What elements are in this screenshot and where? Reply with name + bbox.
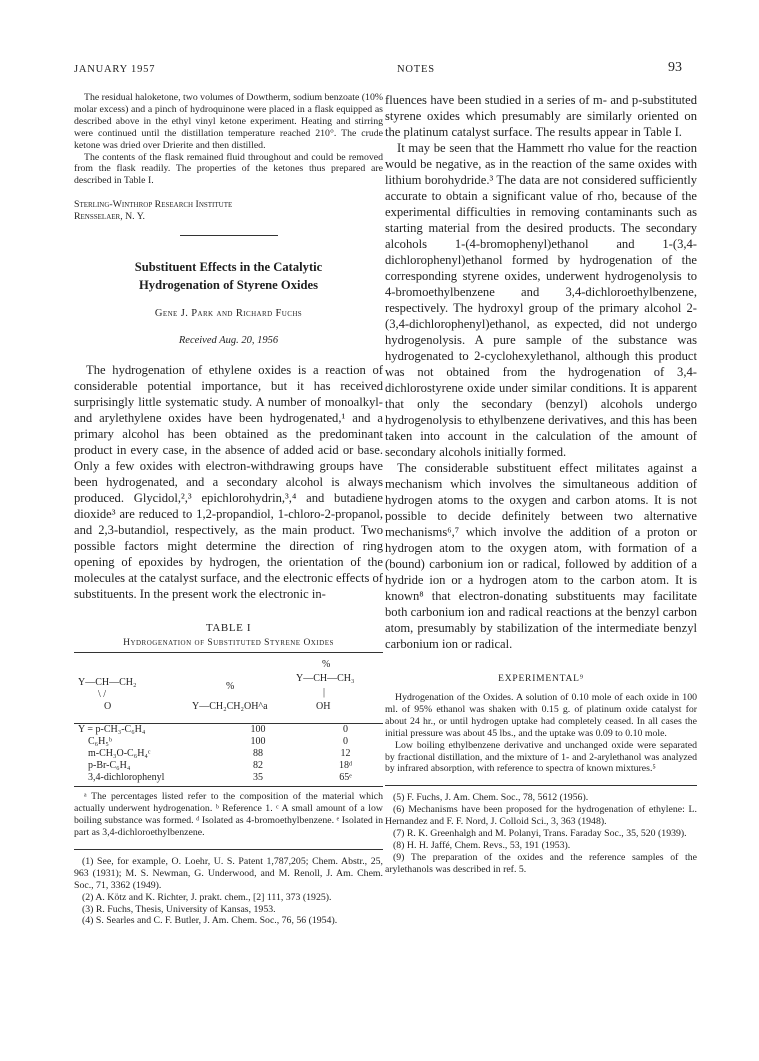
substituent-cell: m-CH₃O-C₆H₄ᶜ (88, 748, 151, 760)
section-divider (180, 235, 278, 236)
footnote: (8) H. H. Jaffé, Chem. Revs., 53, 191 (1953). (393, 839, 571, 851)
substituent-cell: p-Br-C₆H₄ (88, 760, 131, 772)
experimental-paragraph: Low boiling ethylbenzene derivative and unchanged oxide were separated by fractional distillation, and the mixture of 1- and 2-arylethanol was analyzed by infrared absorption, with reference to spectra of known mixtures.⁵ (385, 739, 697, 775)
table-structure-header (74, 659, 383, 723)
right-column (385, 92, 697, 876)
epoxide-oxygen: O (104, 701, 112, 713)
primary-percent-cell: 82 (253, 760, 263, 772)
running-head-date: JANUARY 1957 (74, 64, 156, 75)
received-date: Received Aug. 20, 1956 (178, 335, 279, 347)
footnote-rule (385, 785, 697, 786)
table-caption: Hydrogenation of Substituted Styrene Oxides (123, 638, 334, 649)
table-footnote: ᵃ The percentages listed refer to the composition of the material which actually underwent hydrogenation. ᵇ Reference 1. ᶜ A small amount of a low boiling substance was formed. ᵈ Isolated as 4-bromoethylbenzene. ᵉ Isolated in part as 3,4-dichloroethylbenzene. (74, 791, 383, 838)
body-paragraph: The hydrogenation of ethylene oxides is a reaction of considerable potential importance, but it has received surprisingly little systematic study. A number of monoalkyl- and arylethylene oxides have been hydrogenated,¹ and a primary alcohol has been obtained as the predominant product in every case, in the absence of added acid or base. Only a few oxides with electron-withdrawing groups have been hydrogenated, and a secondary alcohol is always produced. Glycidol,²,³ epichlorohydrin,³,⁴ and butadiene dioxide³ are reduced to 1,2-propandiol, 1-chloro-2-propanol, and 2,3-butandiol, respectively, as the main product. Two possible factors might determine the direction of ring opening of epoxides by hydrogen, the orientation of the molecules at the catalyst surface, and the electronic effects of substituents. In the present work the electronic in- (74, 363, 383, 602)
affiliation-location: Rensselaer, N. Y. (74, 211, 145, 223)
secondary-percent-cell: 0 (343, 724, 348, 736)
secondary-percent-cell: 18ᵈ (338, 760, 353, 772)
body-paragraph: fluences have been studied in a series of m- and p-substituted styrene oxides which presumably are similarly oriented on the platinum catalyst surface. The results appear in Table I. (385, 93, 697, 139)
left-column (74, 92, 383, 927)
table-row (74, 736, 383, 748)
article-title-line: Substituent Effects in the Catalytic (134, 260, 323, 275)
substituent-cell: Y = p-CH₃-C₆H₄ (78, 724, 146, 736)
affiliation (74, 199, 383, 223)
secondary-alcohol-oh: OH (316, 701, 331, 713)
footnote: (4) S. Searles and C. F. Butler, J. Am. Chem. Soc., 76, 56 (1954). (82, 915, 338, 927)
table-row (74, 760, 383, 772)
footnote: (3) R. Fuchs, Thesis, University of Kansas, 1953. (82, 903, 276, 915)
body-paragraph: It may be seen that the Hammett rho value for the reaction would be negative, as in the reaction of the same oxides with lithium borohydride.³ The data are not considered sufficiently accurate to obtain a significant value of rho, because of the experimental difficulties in removing contaminants such as starting material from the desired products. The secondary alcohols 1-(4-bromophenyl)ethanol and 1-(3,4-dichlorophenyl)ethanol formed by hydrogenation of the corresponding styrene oxides, underwent hydrogenolysis to 4-bromoethylbenzene and 3,4-dichloroethylbenzene, respectively. The hydroxyl group of the primary alcohol 2-(3,4-dichlorophenyl)ethanol, as expected, did not undergo hydrogenolysis. A pure sample of the substance was hydrogenated to 2-cyclohexylethanol, although this product was not obtained from the hydrogenation of 3,4-dichlorostyrene oxide under similar conditions. It is apparent that only the secondary (benzyl) alcohols undergo hydrogenolysis to ethylbenzene derivatives, and this has been taken into account in the calculation of the amount of secondary alcohols initially formed. (385, 141, 697, 459)
primary-percent-cell: 88 (253, 748, 263, 760)
primary-percent-cell: 100 (250, 736, 266, 748)
article-title-line: Hydrogenation of Styrene Oxides (139, 278, 318, 293)
table-title: TABLE I (205, 622, 252, 635)
primary-percent-cell: 35 (253, 772, 263, 784)
footnote: (1) See, for example, O. Loehr, U. S. Patent 1,787,205; Chem. Abstr., 25, 963 (1931); M. S. Newman, G. Underwood, and M. Renoll, J. Am. Chem. Soc., 71, 3362 (1949). (74, 855, 383, 891)
carryover-paragraph: The contents of the flask remained fluid throughout and could be removed from the flask readily. The properties of the ketones thus prepared are described in Table I. (74, 151, 383, 187)
body-paragraph: The considerable substituent effect militates against a mechanism which involves the simultaneous addition of hydrogen atoms to the oxygen and carbon atoms. It is not possible to decide definitely between two alternative mechanisms⁶,⁷ which involve the addition of a proton or hydrogen atom to the oxygen atom, with formation of a (bound) carbonium ion or radical, followed by addition of a hydride ion or a hydrogen atom to the carbon atom. It is known⁸ that electron-donating substituents may facilitate both carbonium ion and radical reactions at the benzyl carbon atom, presumably by stabilization of the intermediate benzyl carbonium ion or radical. (385, 461, 697, 651)
footnote-rule (74, 849, 383, 850)
article-title (74, 258, 383, 294)
affiliation-institute: Sterling-Winthrop Research Institute (74, 199, 233, 211)
experimental-paragraph: Hydrogenation of the Oxides. A solution of 0.10 mole of each oxide in 100 ml. of 95% ethanol was shaken with 0.15 g. of platinum oxide catalyst for about 24 hr., or until hydrogen uptake had completely ceased. In all cases the initial pressure was about 45 lbs., and the uptake was 0.09 to 0.10 mole. (385, 692, 697, 739)
secondary-percent-cell: 0 (343, 736, 348, 748)
secondary-percent-label: % (322, 659, 331, 671)
footnote: (2) A. Kötz and K. Richter, J. prakt. chem., [2] 111, 373 (1925). (82, 891, 332, 903)
experimental-heading: EXPERIMENTAL⁹ (498, 674, 584, 684)
epoxide-bonds: \ / (98, 689, 107, 701)
secondary-alcohol-bond: | (323, 687, 326, 699)
running-head-section: NOTES (397, 64, 435, 75)
primary-alcohol-formula: Y—CH₂CH₂OH^a (192, 701, 268, 713)
article-authors: Gene J. Park and Richard Fuchs (154, 308, 303, 320)
table-row (74, 748, 383, 760)
footnote: (5) F. Fuchs, J. Am. Chem. Soc., 78, 5612 (1956). (393, 792, 589, 804)
substituent-cell: C₆H₅ᵇ (88, 736, 112, 748)
footnote: (9) The preparation of the oxides and the reference samples of the arylethanols was described in ref. 5. (385, 851, 697, 875)
secondary-percent-cell: 65ᵉ (339, 772, 352, 784)
page-number: 93 (668, 60, 682, 75)
secondary-percent-cell: 12 (340, 748, 351, 760)
results-table (74, 652, 383, 839)
primary-percent-label: % (226, 681, 235, 693)
secondary-alcohol-formula: Y—CH—CH₃ (296, 673, 355, 685)
table-row (74, 772, 383, 784)
footnote: (6) Mechanisms have been proposed for the hydrogenation of ethylene: L. Hernandez and F. F. Nord, J. Colloid Sci., 3, 363 (1948). (385, 804, 697, 828)
primary-percent-cell: 100 (250, 724, 266, 736)
substituent-cell: 3,4-dichlorophenyl (88, 772, 165, 784)
carryover-paragraph: The residual haloketone, two volumes of Dowtherm, sodium benzoate (10% molar excess) and a pinch of hydroquinone were placed in a flask equipped as described above in the ethyl vinyl ketone experiment. Heating and stirring were continued until the distillation temperature reached 210°. The crude ketone was dried over Drierite and then distilled. (74, 92, 384, 151)
table-row (74, 724, 383, 736)
table-notes (74, 786, 383, 839)
epoxide-formula: Y—CH—CH₂ (78, 677, 137, 689)
footnote: (7) R. K. Greenhalgh and M. Polanyi, Trans. Faraday Soc., 35, 520 (1939). (393, 828, 687, 840)
results-table-body (74, 724, 383, 784)
